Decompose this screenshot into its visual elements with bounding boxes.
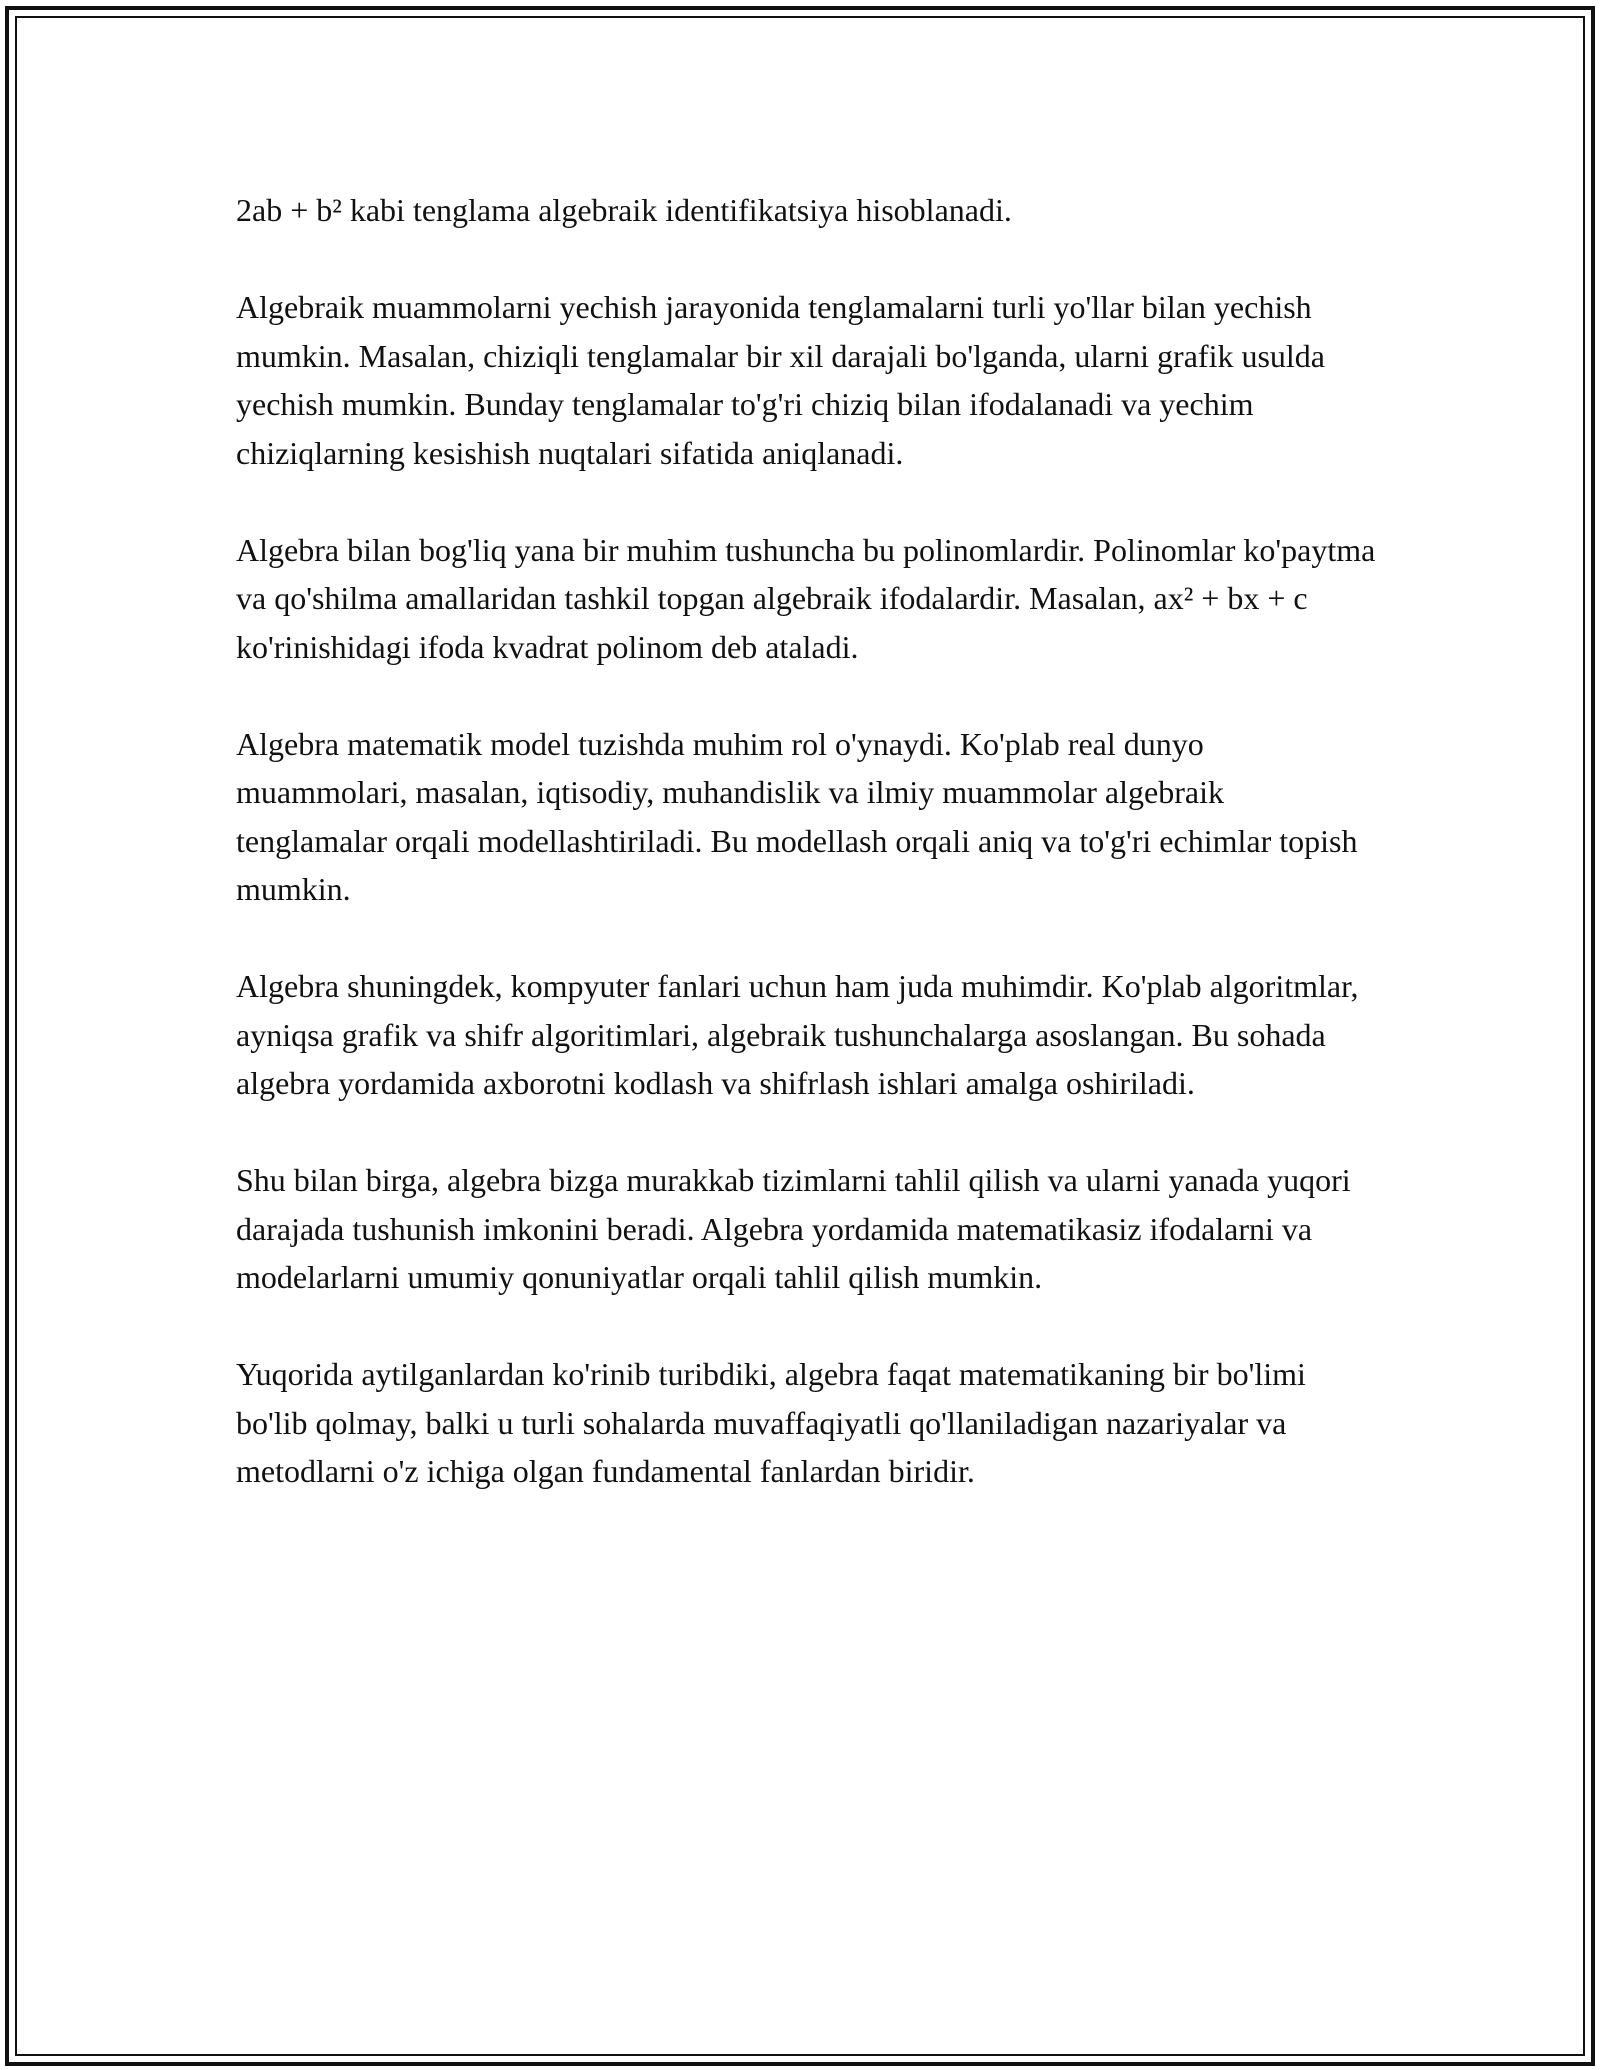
paragraph-solving-equations: Algebraik muammolarni yechish jarayonida tenglamalarni turli yo'llar bilan yechish mumkin. Masalan, chiziqli tenglamalar bir xil darajali bo'lganda, ularni grafik usulda yechish mumkin. Bunday tenglamalar to'g'ri chiziq bilan ifodalanadi va yechim chiziqlarning kesishish nuqtalari sifatida aniqlanadi. [236, 289, 1325, 471]
paragraph-polynomials: Algebra bilan bog'liq yana bir muhim tushuncha bu polinomlardir. Polinomlar ko'paytma va qo'shilma amallaridan tashkil topgan algebraik ifodalardir. Masalan, ax² + bx + c ko'rinishidagi ifoda kvadrat polinom deb ataladi. [236, 531, 1376, 665]
document-body [236, 186, 1376, 1544]
paragraph-conclusion: Yuqorida aytilganlardan ko'rinib turibdiki, algebra faqat matematikaning bir bo'limi bo'lib qolmay, balki u turli sohalarda muvaffaqiyatli qo'llaniladigan nazariyalar va metodlarni o'z ichiga olgan fundamental fanlardan biridir. [236, 1356, 1306, 1489]
paragraph-identity: 2ab + b² kabi tenglama algebraik identifikatsiya hisoblanadi. [236, 192, 1012, 228]
paragraph-system-analysis: Shu bilan birga, algebra bizga murakkab tizimlarni tahlil qilish va ularni yanada yuqori darajada tushunish imkonini beradi. Algebra yordamida matematikasiz ifodalarni va modelarlarni umumiy qonuniyatlar orqali tahlil qilish mumkin. [236, 1162, 1351, 1295]
paragraph-computer-science: Algebra shuningdek, kompyuter fanlari uchun ham juda muhimdir. Ko'plab algoritmlar, ayniqsa grafik va shifr algoritimlari, algebraik tushunchalarga asoslangan. Bu sohada algebra yordamida axborotni kodlash va shifrlash ishlari amalga oshiriladi. [236, 968, 1359, 1101]
paragraph-modeling: Algebra matematik model tuzishda muhim rol o'ynaydi. Ko'plab real dunyo muammolari, masalan, iqtisodiy, muhandislik va ilmiy muammolar algebraik tenglamalar orqali modellashtiriladi. Bu modellash orqali aniq va to'g'ri echimlar topish mumkin. [236, 725, 1358, 907]
